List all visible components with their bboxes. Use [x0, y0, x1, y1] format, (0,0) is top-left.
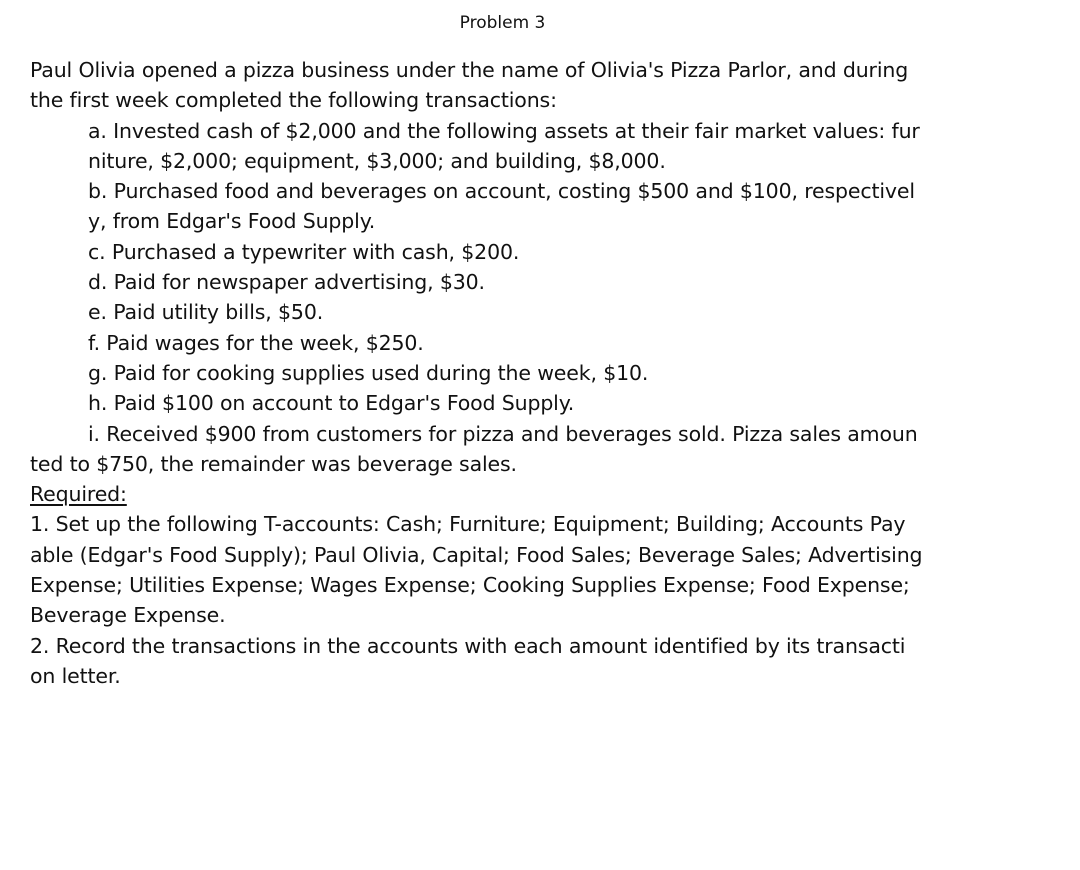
- page-title: Problem 3: [459, 13, 546, 33]
- required-item-1-cont: able (Edgar's Food Supply); Paul Olivia, Capital; Food Sales; Beverage Sales; Advertising: [30, 542, 923, 567]
- transaction-i-cont: ted to $750, the remainder was beverage sales.: [30, 451, 517, 476]
- required-item-2-cont: on letter.: [30, 663, 121, 688]
- required-item-1-cont: Beverage Expense.: [30, 603, 226, 628]
- transaction-g: g. Paid for cooking supplies used during the week, $10.: [88, 360, 649, 385]
- transaction-b: b. Purchased food and beverages on account, costing $500 and $100, respectivel: [88, 179, 915, 204]
- transaction-h: h. Paid $100 on account to Edgar's Food Supply.: [88, 391, 575, 416]
- transaction-i: i. Received $900 from customers for pizza and beverages sold. Pizza sales amoun: [88, 421, 918, 446]
- required-item-1: 1. Set up the following T-accounts: Cash; Furniture; Equipment; Building; Accounts Pay: [30, 512, 906, 537]
- transaction-e: e. Paid utility bills, $50.: [88, 300, 324, 325]
- problem-body: [30, 55, 990, 691]
- transaction-a-cont: niture, $2,000; equipment, $3,000; and building, $8,000.: [88, 148, 666, 173]
- intro-line: the first week completed the following transactions:: [30, 88, 557, 113]
- required-item-1-cont: Expense; Utilities Expense; Wages Expense; Cooking Supplies Expense; Food Expense;: [30, 573, 910, 598]
- required-item-2: 2. Record the transactions in the accounts with each amount identified by its transacti: [30, 633, 906, 658]
- required-heading: Required:: [30, 482, 127, 507]
- intro-line: Paul Olivia opened a pizza business under the name of Olivia's Pizza Parlor, and during: [30, 58, 909, 82]
- transaction-c: c. Purchased a typewriter with cash, $200.: [88, 239, 520, 264]
- transaction-f: f. Paid wages for the week, $250.: [88, 330, 424, 355]
- transaction-d: d. Paid for newspaper advertising, $30.: [88, 270, 485, 295]
- transaction-b-cont: y, from Edgar's Food Supply.: [88, 209, 376, 234]
- transaction-a: a. Invested cash of $2,000 and the following assets at their fair market values: fur: [88, 118, 920, 143]
